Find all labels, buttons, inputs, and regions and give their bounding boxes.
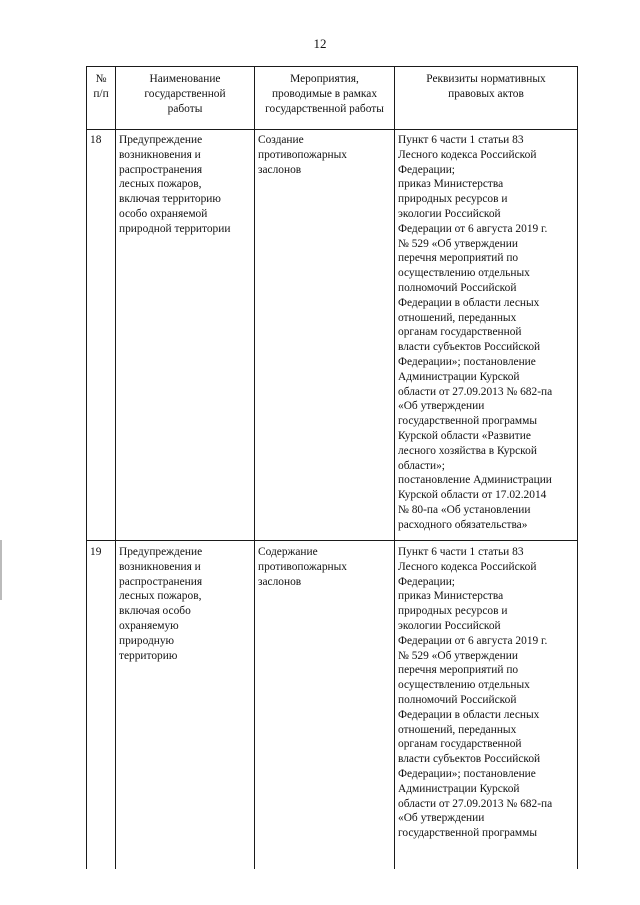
- header-legal-acts: Реквизиты нормативных правовых актов: [395, 67, 578, 130]
- activity-cell: Содержание противопожарных заслонов: [255, 541, 395, 870]
- table-row: [87, 130, 578, 541]
- header-number: № п/п: [87, 67, 116, 130]
- table-header-row: [87, 67, 578, 130]
- table-row: [87, 541, 578, 870]
- activity-cell: Создание противопожарных заслонов: [255, 130, 395, 541]
- header-work-name: Наименование государственной работы: [116, 67, 255, 130]
- row-number: 18: [87, 130, 116, 541]
- scan-edge-mark: [0, 540, 2, 600]
- row-number: 19: [87, 541, 116, 870]
- work-name-cell: Предупреждение возникновения и распространения лесных пожаров, включая особо охраняемую природную территорию: [116, 541, 255, 870]
- page-number: 12: [313, 36, 327, 51]
- header-activities: Мероприятия, проводимые в рамках государственной работы: [255, 67, 395, 130]
- work-name-cell: Предупреждение возникновения и распространения лесных пожаров, включая территорию особо охраняемой природной территории: [116, 130, 255, 541]
- regulatory-acts-table: [86, 66, 578, 869]
- legal-acts-cell: Пункт 6 части 1 статьи 83 Лесного кодекса Российской Федерации; приказ Министерства природных ресурсов и экологии Российской Федерации от 6 августа 2019 г. № 529 «Об утверждении перечня мероприятий по осуществлению отдельных полномочий Российской Федерации в области лесных отношений, переданных органам государственной власти субъектов Российской Федерации»; постановление Администрации Курской области от 27.09.2013 № 682-па «Об утверждении государственной программы: [395, 541, 578, 870]
- legal-acts-cell: Пункт 6 части 1 статьи 83 Лесного кодекса Российской Федерации; приказ Министерства природных ресурсов и экологии Российской Федерации от 6 августа 2019 г. № 529 «Об утверждении перечня мероприятий по осуществлению отдельных полномочий Российской Федерации в области лесных отношений, переданных органам государственной власти субъектов Российской Федерации»; постановление Администрации Курской области от 27.09.2013 № 682-па «Об утверждении государственной программы Курской области «Развитие лесного хозяйства в Курской области»; постановление Администрации Курской области от 17.02.2014 № 80-па «Об установлении расходного обязательства»: [395, 130, 578, 541]
